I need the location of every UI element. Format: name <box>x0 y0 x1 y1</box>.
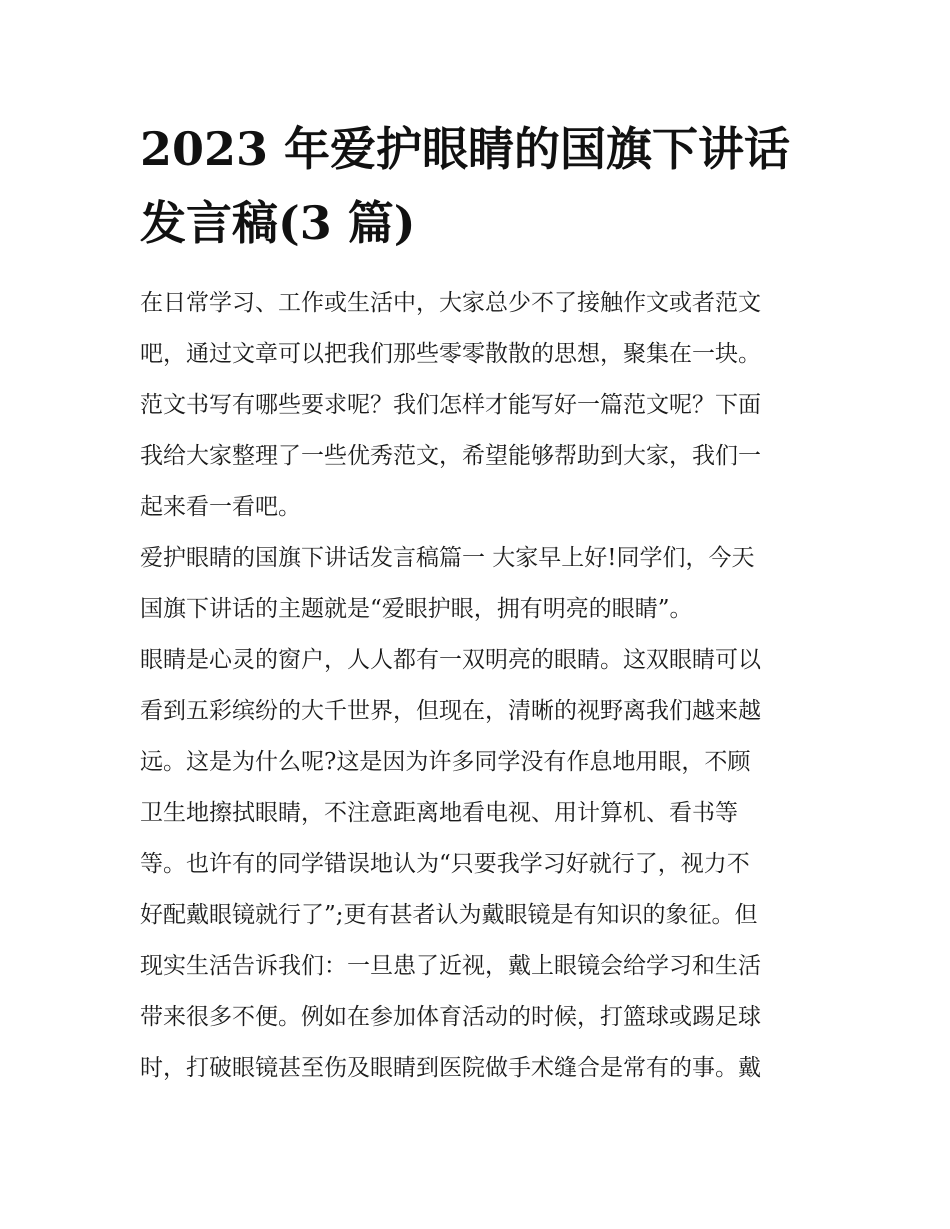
text-line: 眼睛是心灵的窗户，人人都有一双明亮的眼睛。这双眼睛可以 <box>140 647 761 673</box>
paragraph-intro <box>140 278 816 533</box>
text-line: 范文书写有哪些要求呢？我们怎样才能写好一篇范文呢？下面 <box>140 392 761 418</box>
paragraph-speech-opening <box>140 533 816 635</box>
text-line: 等。也许有的同学错误地认为“只要我学习好就行了，视力不 <box>140 851 750 877</box>
title-line: 2023 年爱护眼睛的国旗下讲话 <box>140 122 791 176</box>
paragraph-speech-body <box>140 635 816 1094</box>
text-line: 卫生地擦拭眼睛，不注意距离地看电视、用计算机、看书等 <box>140 800 738 826</box>
text-line: 起来看一看吧。 <box>140 494 301 520</box>
text-line: 我给大家整理了一些优秀范文，希望能够帮助到大家，我们一 <box>140 443 761 469</box>
text-line: 好配戴眼镜就行了”;更有甚者认为戴眼镜是有知识的象征。但 <box>140 902 758 928</box>
text-line: 现实生活告诉我们：一旦患了近视，戴上眼镜会给学习和生活 <box>140 953 761 979</box>
title-line: 发言稿(3 篇) <box>140 196 416 250</box>
document-body <box>140 278 816 1094</box>
text-line: 爱护眼睛的国旗下讲话发言稿篇一 大家早上好!同学们，今天 <box>140 545 755 571</box>
text-line: 看到五彩缤纷的大千世界，但现在，清晰的视野离我们越来越 <box>140 698 761 724</box>
text-line: 时，打破眼镜甚至伤及眼睛到医院做手术缝合是常有的事。戴 <box>140 1055 761 1081</box>
text-line: 在日常学习、工作或生活中，大家总少不了接触作文或者范文 <box>140 290 761 316</box>
document-content <box>140 112 816 1094</box>
text-line: 国旗下讲话的主题就是“爱眼护眼，拥有明亮的眼睛”。 <box>140 596 693 622</box>
text-line: 吧，通过文章可以把我们那些零零散散的思想，聚集在一块。 <box>140 341 761 367</box>
text-line: 远。这是为什么呢?这是因为许多同学没有作息地用眼，不顾 <box>140 749 751 775</box>
document-title <box>140 112 816 260</box>
text-line: 带来很多不便。例如在参加体育活动的时候，打篮球或踢足球 <box>140 1004 761 1030</box>
